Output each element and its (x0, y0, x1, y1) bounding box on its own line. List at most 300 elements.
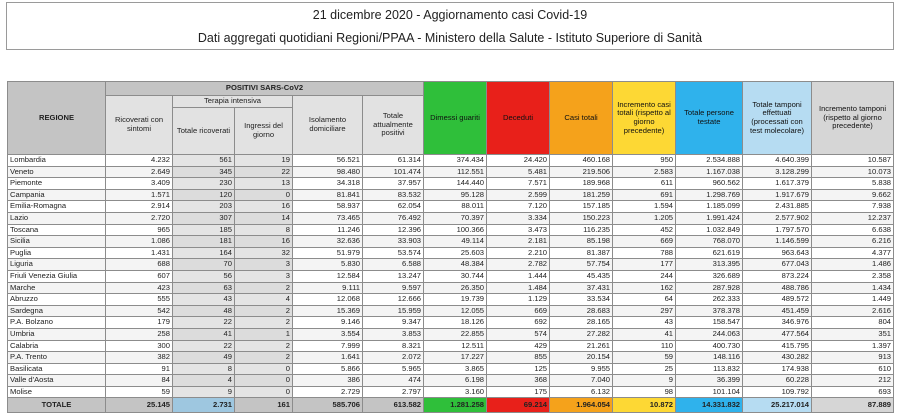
cell-incremento-tamponi: 7.938 (812, 201, 894, 213)
cell-ti-ingressi: 3 (235, 270, 293, 282)
cell-ti-ingressi: 2 (235, 317, 293, 329)
cell-ti-ingressi: 2 (235, 340, 293, 352)
totale-isolamento: 585.706 (293, 398, 363, 413)
cell-regione: Lazio (8, 212, 106, 224)
cell-tamponi: 430.282 (743, 352, 812, 364)
cell-casi-totali: 33.534 (550, 294, 613, 306)
cell-regione: Campania (8, 189, 106, 201)
cell-persone-testate: 313.395 (676, 259, 743, 271)
cell-incremento-tamponi: 212 (812, 375, 894, 387)
cell-ti-totale: 22 (173, 340, 235, 352)
cell-isolamento: 56.521 (293, 155, 363, 167)
cell-ti-ingressi: 0 (235, 386, 293, 398)
cell-deceduti: 3.334 (487, 212, 550, 224)
cell-incremento-tamponi: 1.397 (812, 340, 894, 352)
cell-regione: P.A. Bolzano (8, 317, 106, 329)
cell-isolamento: 32.636 (293, 236, 363, 248)
cell-incremento-casi: 691 (613, 189, 676, 201)
cell-isolamento: 51.979 (293, 247, 363, 259)
cell-totale-positivi: 13.247 (363, 270, 424, 282)
cell-ti-totale: 561 (173, 155, 235, 167)
cell-dimessi: 22.855 (424, 328, 487, 340)
cell-persone-testate: 1.032.849 (676, 224, 743, 236)
totale-tamponi: 25.217.014 (743, 398, 812, 413)
cell-totale-positivi: 8.321 (363, 340, 424, 352)
cell-casi-totali: 7.040 (550, 375, 613, 387)
table-row (8, 340, 894, 352)
cell-ti-ingressi: 2 (235, 305, 293, 317)
cell-incremento-tamponi: 6.216 (812, 236, 894, 248)
cell-ti-totale: 345 (173, 166, 235, 178)
totale-deceduti: 69.214 (487, 398, 550, 413)
cell-casi-totali: 81.387 (550, 247, 613, 259)
cell-tamponi: 1.797.570 (743, 224, 812, 236)
cell-incremento-casi: 25 (613, 363, 676, 375)
cell-isolamento: 12.584 (293, 270, 363, 282)
cell-totale-positivi: 15.959 (363, 305, 424, 317)
cell-incremento-casi: 59 (613, 352, 676, 364)
cell-regione: Marche (8, 282, 106, 294)
cell-deceduti: 429 (487, 340, 550, 352)
cell-incremento-casi: 43 (613, 317, 676, 329)
cell-dimessi: 3.865 (424, 363, 487, 375)
cell-totale-positivi: 2.797 (363, 386, 424, 398)
cell-casi-totali: 27.282 (550, 328, 613, 340)
cell-incremento-tamponi: 2.616 (812, 305, 894, 317)
cell-incremento-tamponi: 2.358 (812, 270, 894, 282)
cell-ti-totale: 41 (173, 328, 235, 340)
cell-tamponi: 1.917.679 (743, 189, 812, 201)
cell-regione: Molise (8, 386, 106, 398)
cell-deceduti: 7.571 (487, 178, 550, 190)
table-row (8, 305, 894, 317)
cell-ti-totale: 120 (173, 189, 235, 201)
cell-isolamento: 73.465 (293, 212, 363, 224)
cell-ti-totale: 8 (173, 363, 235, 375)
cell-ti-ingressi: 16 (235, 201, 293, 213)
table-row (8, 178, 894, 190)
cell-incremento-tamponi: 9.662 (812, 189, 894, 201)
cell-incremento-tamponi: 693 (812, 386, 894, 398)
totale-positivi: 613.582 (363, 398, 424, 413)
cell-totale-positivi: 474 (363, 375, 424, 387)
table-row (8, 375, 894, 387)
cell-totale-positivi: 2.072 (363, 352, 424, 364)
cell-regione: Calabria (8, 340, 106, 352)
cell-ricoverati: 382 (106, 352, 173, 364)
cell-deceduti: 368 (487, 375, 550, 387)
cell-incremento-casi: 162 (613, 282, 676, 294)
cell-ti-totale: 203 (173, 201, 235, 213)
cell-regione: P.A. Trento (8, 352, 106, 364)
cell-isolamento: 12.068 (293, 294, 363, 306)
table-row (8, 236, 894, 248)
cell-ricoverati: 2.914 (106, 201, 173, 213)
cell-casi-totali: 116.235 (550, 224, 613, 236)
cell-ricoverati: 3.409 (106, 178, 173, 190)
cell-persone-testate: 262.333 (676, 294, 743, 306)
cell-casi-totali: 28.683 (550, 305, 613, 317)
cell-persone-testate: 158.547 (676, 317, 743, 329)
cell-persone-testate: 1.167.038 (676, 166, 743, 178)
cell-ti-ingressi: 3 (235, 259, 293, 271)
cell-ricoverati: 179 (106, 317, 173, 329)
cell-tamponi: 174.938 (743, 363, 812, 375)
cell-persone-testate: 400.730 (676, 340, 743, 352)
cell-regione: Liguria (8, 259, 106, 271)
cell-ti-ingressi: 1 (235, 328, 293, 340)
cell-persone-testate: 2.534.888 (676, 155, 743, 167)
cell-isolamento: 7.999 (293, 340, 363, 352)
cell-dimessi: 48.384 (424, 259, 487, 271)
cell-isolamento: 2.729 (293, 386, 363, 398)
cell-incremento-tamponi: 10.587 (812, 155, 894, 167)
cell-totale-positivi: 5.965 (363, 363, 424, 375)
cell-casi-totali: 9.955 (550, 363, 613, 375)
cell-deceduti: 855 (487, 352, 550, 364)
cell-incremento-tamponi: 10.073 (812, 166, 894, 178)
cell-isolamento: 9.146 (293, 317, 363, 329)
header-deceduti: Deceduti (487, 82, 550, 155)
table-row (8, 189, 894, 201)
header-group-terapia-intensiva: Terapia intensiva (173, 96, 293, 108)
cell-casi-totali: 20.154 (550, 352, 613, 364)
table-row (8, 270, 894, 282)
cell-totale-positivi: 37.957 (363, 178, 424, 190)
cell-deceduti: 5.481 (487, 166, 550, 178)
cell-dimessi: 17.227 (424, 352, 487, 364)
cell-isolamento: 5.866 (293, 363, 363, 375)
cell-dimessi: 12.055 (424, 305, 487, 317)
cell-totale-positivi: 83.532 (363, 189, 424, 201)
cell-ricoverati: 965 (106, 224, 173, 236)
cell-persone-testate: 244.063 (676, 328, 743, 340)
cell-deceduti: 1.484 (487, 282, 550, 294)
cell-regione: Lombardia (8, 155, 106, 167)
cell-totale-positivi: 76.492 (363, 212, 424, 224)
cell-dimessi: 6.198 (424, 375, 487, 387)
cell-dimessi: 12.511 (424, 340, 487, 352)
cell-dimessi: 26.350 (424, 282, 487, 294)
cell-dimessi: 100.366 (424, 224, 487, 236)
table-row (8, 155, 894, 167)
cell-persone-testate: 960.562 (676, 178, 743, 190)
covid-data-table (7, 81, 894, 413)
table-row (8, 328, 894, 340)
report-subtitle: Dati aggregati quotidiani Regioni/PPAA - Ministero della Salute - Istituto Superiore di Sanità (197, 31, 703, 45)
cell-deceduti: 2.181 (487, 236, 550, 248)
cell-regione: Valle d'Aosta (8, 375, 106, 387)
totale-incremento-casi: 10.872 (613, 398, 676, 413)
cell-regione: Umbria (8, 328, 106, 340)
cell-deceduti: 2.782 (487, 259, 550, 271)
cell-casi-totali: 219.506 (550, 166, 613, 178)
cell-isolamento: 3.554 (293, 328, 363, 340)
cell-incremento-casi: 9 (613, 375, 676, 387)
cell-regione: Sardegna (8, 305, 106, 317)
cell-ricoverati: 84 (106, 375, 173, 387)
header-group-positivi: POSITIVI SARS-CoV2 (106, 82, 424, 96)
cell-tamponi: 477.564 (743, 328, 812, 340)
table-row (8, 224, 894, 236)
cell-isolamento: 9.111 (293, 282, 363, 294)
cell-persone-testate: 287.928 (676, 282, 743, 294)
cell-ti-totale: 22 (173, 317, 235, 329)
cell-persone-testate: 1.185.099 (676, 201, 743, 213)
cell-ricoverati: 1.571 (106, 189, 173, 201)
cell-incremento-casi: 98 (613, 386, 676, 398)
report-header (6, 2, 894, 50)
totale-label: TOTALE (8, 398, 106, 413)
cell-incremento-casi: 669 (613, 236, 676, 248)
cell-casi-totali: 157.185 (550, 201, 613, 213)
cell-ti-totale: 9 (173, 386, 235, 398)
cell-incremento-casi: 1.594 (613, 201, 676, 213)
cell-dimessi: 49.114 (424, 236, 487, 248)
cell-incremento-tamponi: 610 (812, 363, 894, 375)
cell-ti-totale: 230 (173, 178, 235, 190)
cell-persone-testate: 378.378 (676, 305, 743, 317)
totale-ti-ingressi: 161 (235, 398, 293, 413)
cell-ti-totale: 70 (173, 259, 235, 271)
table-row (8, 363, 894, 375)
cell-tamponi: 109.792 (743, 386, 812, 398)
cell-casi-totali: 150.223 (550, 212, 613, 224)
cell-regione: Friuli Venezia Giulia (8, 270, 106, 282)
cell-ti-ingressi: 16 (235, 236, 293, 248)
cell-dimessi: 112.551 (424, 166, 487, 178)
cell-ti-totale: 49 (173, 352, 235, 364)
cell-ti-ingressi: 2 (235, 352, 293, 364)
cell-deceduti: 574 (487, 328, 550, 340)
cell-deceduti: 125 (487, 363, 550, 375)
cell-tamponi: 1.617.379 (743, 178, 812, 190)
cell-deceduti: 2.599 (487, 189, 550, 201)
cell-dimessi: 144.440 (424, 178, 487, 190)
cell-ti-ingressi: 2 (235, 282, 293, 294)
cell-regione: Veneto (8, 166, 106, 178)
cell-casi-totali: 57.754 (550, 259, 613, 271)
cell-totale-positivi: 62.054 (363, 201, 424, 213)
cell-ti-totale: 43 (173, 294, 235, 306)
cell-isolamento: 386 (293, 375, 363, 387)
table-row (8, 294, 894, 306)
cell-incremento-tamponi: 1.434 (812, 282, 894, 294)
header-dimessi-guariti: Dimessi guariti (424, 82, 487, 155)
totale-row (8, 398, 894, 413)
cell-ti-totale: 181 (173, 236, 235, 248)
cell-totale-positivi: 53.574 (363, 247, 424, 259)
cell-isolamento: 1.641 (293, 352, 363, 364)
cell-casi-totali: 28.165 (550, 317, 613, 329)
totale-ricoverati: 25.145 (106, 398, 173, 413)
cell-dimessi: 18.126 (424, 317, 487, 329)
cell-ricoverati: 1.431 (106, 247, 173, 259)
header-casi-totali: Casi totali (550, 82, 613, 155)
cell-regione: Toscana (8, 224, 106, 236)
cell-dimessi: 95.128 (424, 189, 487, 201)
totale-incremento-tamponi: 87.889 (812, 398, 894, 413)
cell-totale-positivi: 9.347 (363, 317, 424, 329)
cell-isolamento: 34.318 (293, 178, 363, 190)
cell-tamponi: 2.431.885 (743, 201, 812, 213)
cell-ti-totale: 185 (173, 224, 235, 236)
header-isolamento-domiciliare: Isolamento domiciliare (293, 96, 363, 155)
cell-isolamento: 98.480 (293, 166, 363, 178)
cell-persone-testate: 36.399 (676, 375, 743, 387)
cell-ricoverati: 2.720 (106, 212, 173, 224)
header-totale-positivi: Totale attualmente positivi (363, 96, 424, 155)
cell-ricoverati: 542 (106, 305, 173, 317)
cell-incremento-tamponi: 5.838 (812, 178, 894, 190)
cell-deceduti: 692 (487, 317, 550, 329)
table-row (8, 201, 894, 213)
cell-regione: Abruzzo (8, 294, 106, 306)
cell-incremento-tamponi: 12.237 (812, 212, 894, 224)
cell-incremento-casi: 788 (613, 247, 676, 259)
cell-totale-positivi: 12.396 (363, 224, 424, 236)
cell-persone-testate: 768.070 (676, 236, 743, 248)
header-ti-totale-ricoverati: Totale ricoverati (173, 108, 235, 155)
cell-tamponi: 3.128.299 (743, 166, 812, 178)
table-row (8, 352, 894, 364)
cell-deceduti: 2.210 (487, 247, 550, 259)
cell-dimessi: 3.160 (424, 386, 487, 398)
cell-deceduti: 669 (487, 305, 550, 317)
header-ricoverati-sintomi: Ricoverati con sintomi (106, 96, 173, 155)
cell-regione: Puglia (8, 247, 106, 259)
cell-regione: Piemonte (8, 178, 106, 190)
cell-incremento-casi: 1.205 (613, 212, 676, 224)
totale-persone-testate: 14.331.832 (676, 398, 743, 413)
cell-isolamento: 58.937 (293, 201, 363, 213)
cell-incremento-tamponi: 351 (812, 328, 894, 340)
cell-casi-totali: 37.431 (550, 282, 613, 294)
table-row (8, 212, 894, 224)
cell-incremento-tamponi: 6.638 (812, 224, 894, 236)
cell-incremento-casi: 611 (613, 178, 676, 190)
cell-incremento-tamponi: 804 (812, 317, 894, 329)
cell-isolamento: 11.246 (293, 224, 363, 236)
cell-ricoverati: 423 (106, 282, 173, 294)
cell-incremento-casi: 64 (613, 294, 676, 306)
table-row (8, 259, 894, 271)
cell-ti-ingressi: 13 (235, 178, 293, 190)
cell-persone-testate: 113.832 (676, 363, 743, 375)
cell-persone-testate: 621.619 (676, 247, 743, 259)
cell-incremento-casi: 2.583 (613, 166, 676, 178)
cell-ricoverati: 1.086 (106, 236, 173, 248)
cell-persone-testate: 101.104 (676, 386, 743, 398)
cell-tamponi: 489.572 (743, 294, 812, 306)
cell-isolamento: 5.830 (293, 259, 363, 271)
cell-tamponi: 346.976 (743, 317, 812, 329)
header-ti-ingressi: Ingressi del giorno (235, 108, 293, 155)
cell-deceduti: 3.473 (487, 224, 550, 236)
cell-ti-totale: 307 (173, 212, 235, 224)
cell-regione: Basilicata (8, 363, 106, 375)
cell-dimessi: 25.603 (424, 247, 487, 259)
cell-isolamento: 15.369 (293, 305, 363, 317)
cell-dimessi: 30.744 (424, 270, 487, 282)
cell-persone-testate: 1.991.424 (676, 212, 743, 224)
cell-tamponi: 963.643 (743, 247, 812, 259)
table-row (8, 317, 894, 329)
cell-ti-ingressi: 0 (235, 189, 293, 201)
cell-casi-totali: 6.132 (550, 386, 613, 398)
cell-totale-positivi: 61.314 (363, 155, 424, 167)
cell-totale-positivi: 6.588 (363, 259, 424, 271)
cell-ti-ingressi: 8 (235, 224, 293, 236)
cell-ti-totale: 164 (173, 247, 235, 259)
cell-dimessi: 19.739 (424, 294, 487, 306)
cell-totale-positivi: 33.903 (363, 236, 424, 248)
cell-isolamento: 81.841 (293, 189, 363, 201)
cell-regione: Sicilia (8, 236, 106, 248)
cell-deceduti: 175 (487, 386, 550, 398)
cell-incremento-casi: 452 (613, 224, 676, 236)
totale-dimessi: 1.281.258 (424, 398, 487, 413)
header-regione: REGIONE (8, 82, 106, 155)
cell-deceduti: 1.129 (487, 294, 550, 306)
cell-ricoverati: 607 (106, 270, 173, 282)
cell-casi-totali: 181.259 (550, 189, 613, 201)
cell-tamponi: 4.640.399 (743, 155, 812, 167)
cell-tamponi: 415.795 (743, 340, 812, 352)
cell-tamponi: 677.043 (743, 259, 812, 271)
cell-incremento-casi: 41 (613, 328, 676, 340)
cell-tamponi: 2.577.902 (743, 212, 812, 224)
cell-casi-totali: 45.435 (550, 270, 613, 282)
cell-incremento-tamponi: 1.449 (812, 294, 894, 306)
cell-ti-ingressi: 32 (235, 247, 293, 259)
header-incremento-casi: Incremento casi totali (rispetto al giorno precedente) (613, 82, 676, 155)
cell-totale-positivi: 3.853 (363, 328, 424, 340)
cell-ti-ingressi: 0 (235, 375, 293, 387)
table-row (8, 282, 894, 294)
cell-incremento-casi: 297 (613, 305, 676, 317)
cell-ti-ingressi: 4 (235, 294, 293, 306)
cell-ti-totale: 56 (173, 270, 235, 282)
cell-tamponi: 451.459 (743, 305, 812, 317)
cell-incremento-tamponi: 913 (812, 352, 894, 364)
cell-dimessi: 374.434 (424, 155, 487, 167)
cell-dimessi: 70.397 (424, 212, 487, 224)
cell-ricoverati: 91 (106, 363, 173, 375)
cell-incremento-tamponi: 1.486 (812, 259, 894, 271)
table-row (8, 166, 894, 178)
cell-incremento-casi: 950 (613, 155, 676, 167)
cell-totale-positivi: 101.474 (363, 166, 424, 178)
cell-persone-testate: 1.298.769 (676, 189, 743, 201)
cell-dimessi: 88.011 (424, 201, 487, 213)
cell-casi-totali: 21.261 (550, 340, 613, 352)
cell-ti-ingressi: 19 (235, 155, 293, 167)
cell-regione: Emilia-Romagna (8, 201, 106, 213)
cell-ti-ingressi: 22 (235, 166, 293, 178)
cell-deceduti: 1.444 (487, 270, 550, 282)
cell-casi-totali: 85.198 (550, 236, 613, 248)
cell-tamponi: 1.146.599 (743, 236, 812, 248)
cell-ricoverati: 258 (106, 328, 173, 340)
cell-deceduti: 24.420 (487, 155, 550, 167)
header-tamponi: Totale tamponi effettuati (processati con test molecolare) (743, 82, 812, 155)
cell-ti-ingressi: 0 (235, 363, 293, 375)
cell-ricoverati: 59 (106, 386, 173, 398)
cell-ti-totale: 4 (173, 375, 235, 387)
cell-ricoverati: 2.649 (106, 166, 173, 178)
cell-totale-positivi: 12.666 (363, 294, 424, 306)
